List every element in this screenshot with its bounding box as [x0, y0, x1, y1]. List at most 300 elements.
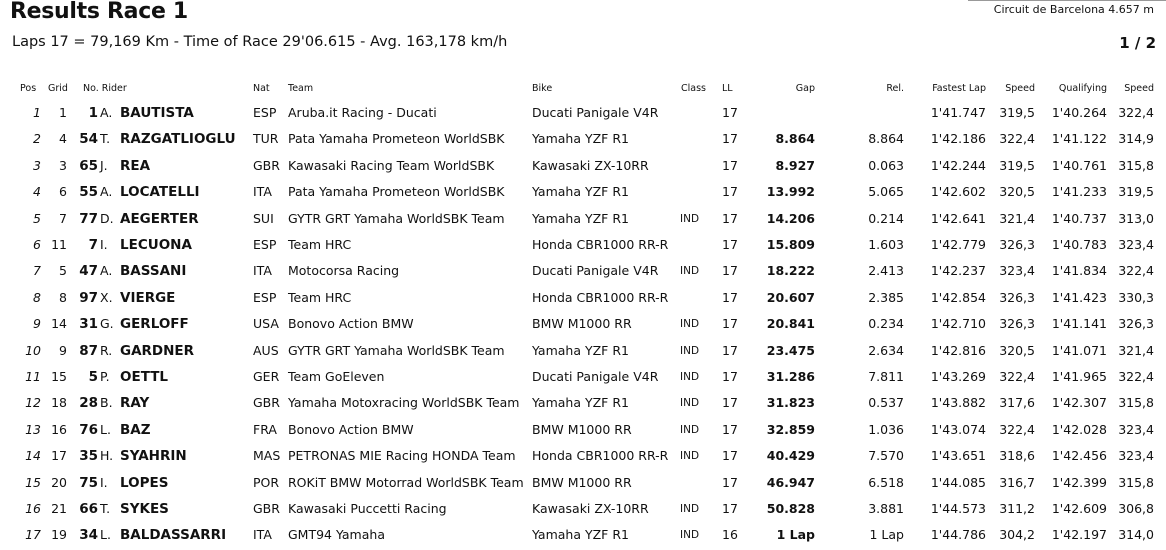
row-initial: T.: [100, 501, 111, 516]
row-team: PETRONAS MIE Racing HONDA Team: [288, 448, 516, 464]
table-row: [0, 522, 1166, 548]
row-laps: 17: [722, 157, 738, 173]
row-pos: 13: [25, 421, 41, 437]
row-bike: Yamaha YZF R1: [532, 184, 629, 200]
row-rider-name: GERLOFF: [120, 316, 189, 333]
row-initial: T.: [100, 131, 111, 147]
row-laps: 17: [722, 105, 738, 120]
row-fastest-lap: 1'43.882: [930, 395, 986, 411]
row-speed: 320,5: [999, 184, 1035, 200]
row-qual-speed: 315,8: [1118, 157, 1154, 173]
row-nat: AUS: [253, 342, 279, 358]
row-number: 55: [79, 184, 98, 201]
row-number: 77: [79, 210, 98, 227]
row-grid: 15: [51, 369, 67, 384]
row-pos: 2: [33, 131, 41, 147]
row-number: 1: [88, 105, 98, 121]
col-pos: Pos: [20, 83, 37, 94]
row-nat: USA: [253, 316, 279, 332]
row-fastest-lap: 1'44.573: [930, 501, 986, 516]
row-speed: 319,5: [999, 157, 1035, 173]
row-class: IND: [680, 450, 700, 463]
row-qualifying: 1'41.965: [1051, 369, 1107, 384]
row-nat: ITA: [253, 527, 272, 543]
col-qualifying: Qualifying: [1058, 83, 1107, 94]
row-rider-name: REA: [120, 157, 151, 174]
row-gap: 15.809: [766, 237, 815, 252]
row-grid: 8: [59, 289, 67, 305]
row-nat: GBR: [253, 157, 280, 173]
row-bike: Honda CBR1000 RR-R: [532, 289, 669, 305]
row-speed: 320,5: [999, 342, 1035, 358]
row-initial: L.: [100, 421, 111, 437]
row-pos: 9: [33, 316, 41, 332]
row-speed: 322,4: [999, 421, 1035, 437]
row-qualifying: 1'41.141: [1051, 316, 1107, 332]
row-bike: BMW M1000 RR: [532, 421, 632, 437]
row-nat: GER: [253, 369, 280, 384]
row-grid: 3: [59, 157, 67, 173]
circuit-name: Circuit de Barcelona 4.657 m: [993, 3, 1154, 16]
row-rider-name: BAZ: [120, 421, 151, 438]
row-nat: ITA: [253, 184, 272, 200]
row-gap: 14.206: [766, 210, 815, 226]
row-speed: 322,4: [999, 131, 1035, 147]
row-initial: X.: [100, 289, 113, 305]
row-rel: 6.518: [868, 474, 904, 490]
row-fastest-lap: 1'43.074: [930, 421, 986, 437]
row-speed: 316,7: [999, 474, 1035, 490]
row-pos: 3: [33, 157, 41, 173]
row-gap: 46.947: [766, 474, 815, 490]
row-rider-name: VIERGE: [120, 289, 176, 306]
row-grid: 5: [59, 263, 67, 279]
row-rel: 7.570: [868, 448, 904, 464]
row-bike: Yamaha YZF R1: [532, 210, 629, 226]
row-qual-speed: 323,4: [1118, 448, 1154, 464]
row-bike: Kawasaki ZX-10RR: [532, 157, 649, 173]
row-bike: Kawasaki ZX-10RR: [532, 501, 649, 516]
row-fastest-lap: 1'43.269: [930, 369, 986, 384]
row-gap: 8.864: [775, 131, 815, 147]
row-laps: 17: [722, 474, 738, 490]
row-bike: Yamaha YZF R1: [532, 527, 629, 543]
row-nat: GBR: [253, 501, 280, 516]
col-fastest-lap: Fastest Lap: [932, 83, 986, 94]
row-speed: 326,3: [999, 289, 1035, 305]
row-gap: 31.823: [766, 395, 815, 411]
table-row: [0, 179, 1166, 205]
row-grid: 17: [51, 448, 67, 464]
row-rel: 0.214: [868, 210, 904, 226]
row-team: Yamaha Motoxracing WorldSBK Team: [288, 395, 520, 411]
row-qual-speed: 323,4: [1118, 237, 1154, 252]
row-team: Kawasaki Puccetti Racing: [288, 501, 447, 516]
row-rel: 0.234: [868, 316, 904, 332]
row-nat: GBR: [253, 395, 280, 411]
row-rider-name: LECUONA: [120, 237, 192, 253]
row-qualifying: 1'42.197: [1051, 527, 1107, 543]
row-laps: 17: [722, 395, 738, 411]
col-gap: Gap: [795, 83, 815, 94]
row-fastest-lap: 1'42.779: [930, 237, 986, 252]
col-rider: No. Rider: [83, 83, 127, 94]
row-fastest-lap: 1'42.854: [930, 289, 986, 305]
table-row: [0, 126, 1166, 152]
col-class: Class: [681, 83, 706, 94]
row-initial: P.: [100, 369, 110, 384]
row-rider-name: BASSANI: [120, 263, 187, 280]
col-team: Team: [288, 83, 314, 94]
row-qualifying: 1'40.783: [1051, 237, 1107, 252]
table-row: [0, 496, 1166, 522]
row-qual-speed: 313,0: [1118, 210, 1154, 226]
row-qualifying: 1'41.834: [1051, 263, 1107, 279]
row-gap: 31.286: [766, 369, 815, 384]
row-qualifying: 1'41.423: [1051, 289, 1107, 305]
row-initial: G.: [100, 316, 114, 332]
row-initial: L.: [100, 527, 111, 543]
row-pos: 15: [25, 474, 41, 490]
row-rider-name: OETTL: [120, 369, 169, 385]
row-gap: 50.828: [766, 501, 815, 516]
row-initial: I.: [100, 474, 108, 490]
row-rider-name: SYAHRIN: [120, 448, 187, 465]
col-speed: Speed: [1005, 83, 1035, 94]
row-rel: 8.864: [868, 131, 904, 147]
row-rider-name: AEGERTER: [120, 210, 199, 227]
row-qual-speed: 315,8: [1118, 474, 1154, 490]
table-row: [0, 232, 1166, 258]
row-grid: 1: [59, 105, 67, 120]
row-fastest-lap: 1'42.710: [930, 316, 986, 332]
row-qual-speed: 322,4: [1118, 369, 1154, 384]
row-bike: Honda CBR1000 RR-R: [532, 448, 669, 464]
row-class: IND: [680, 423, 700, 436]
row-gap: 8.927: [775, 157, 815, 173]
row-laps: 17: [722, 369, 738, 384]
row-laps: 16: [722, 527, 738, 543]
row-qualifying: 1'42.028: [1051, 421, 1107, 437]
row-number: 97: [79, 289, 98, 306]
row-gap: 23.475: [766, 342, 815, 358]
row-speed: 326,3: [999, 237, 1035, 252]
row-number: 65: [79, 157, 98, 174]
row-laps: 17: [722, 316, 738, 332]
row-fastest-lap: 1'41.747: [930, 105, 986, 120]
row-fastest-lap: 1'43.651: [930, 448, 986, 464]
row-qualifying: 1'41.122: [1051, 131, 1107, 147]
row-bike: Honda CBR1000 RR-R: [532, 237, 669, 252]
row-team: Team HRC: [288, 289, 352, 305]
row-pos: 4: [33, 184, 41, 200]
table-row: [0, 364, 1166, 390]
row-team: GYTR GRT Yamaha WorldSBK Team: [288, 342, 505, 358]
row-nat: ITA: [253, 263, 272, 279]
row-speed: 322,4: [999, 369, 1035, 384]
row-class: IND: [680, 529, 700, 542]
row-laps: 17: [722, 131, 738, 147]
row-gap: 40.429: [766, 448, 815, 464]
row-rel: 7.811: [868, 369, 904, 384]
row-rider-name: BAUTISTA: [120, 105, 194, 121]
row-grid: 21: [51, 501, 67, 516]
row-gap: 1 Lap: [776, 527, 815, 543]
row-speed: 319,5: [999, 105, 1035, 120]
row-number: 35: [79, 448, 98, 465]
row-class: IND: [680, 212, 700, 225]
row-rider-name: SYKES: [120, 501, 169, 517]
row-qualifying: 1'42.456: [1051, 448, 1107, 464]
row-grid: 6: [59, 184, 67, 200]
row-class: IND: [680, 397, 700, 410]
row-pos: 6: [33, 237, 41, 252]
row-rel: 1.603: [868, 237, 904, 252]
row-team: Pata Yamaha Prometeon WorldSBK: [288, 131, 505, 147]
row-team: Aruba.it Racing - Ducati: [288, 105, 437, 120]
table-row: [0, 417, 1166, 443]
row-pos: 17: [25, 527, 41, 543]
row-grid: 20: [51, 474, 67, 490]
table-row: [0, 100, 1166, 126]
row-rel: 5.065: [868, 184, 904, 200]
row-bike: Ducati Panigale V4R: [532, 263, 659, 279]
row-grid: 18: [51, 395, 67, 411]
row-bike: Ducati Panigale V4R: [532, 105, 659, 120]
row-initial: B.: [100, 395, 113, 411]
row-initial: H.: [100, 448, 114, 464]
row-bike: Ducati Panigale V4R: [532, 369, 659, 384]
row-team: Motocorsa Racing: [288, 263, 400, 279]
row-rel: 2.385: [868, 289, 904, 305]
row-class: IND: [680, 344, 700, 357]
row-pos: 16: [25, 501, 41, 516]
table-row: [0, 206, 1166, 232]
row-number: 66: [79, 501, 98, 517]
row-grid: 7: [59, 210, 67, 226]
row-pos: 11: [25, 369, 41, 384]
row-rider-name: RAY: [120, 395, 150, 412]
page-title: Results Race 1: [10, 0, 188, 24]
row-qual-speed: 314,0: [1118, 527, 1154, 543]
row-team: GMT94 Yamaha: [288, 527, 385, 543]
row-rel: 0.063: [868, 157, 904, 173]
row-initial: A.: [100, 184, 113, 200]
table-row: [0, 285, 1166, 311]
row-number: 31: [79, 316, 98, 333]
row-fastest-lap: 1'42.602: [930, 184, 986, 200]
row-rel: 2.413: [868, 263, 904, 279]
row-initial: A.: [100, 105, 113, 120]
row-laps: 17: [722, 184, 738, 200]
row-team: Bonovo Action BMW: [288, 421, 414, 437]
row-gap: 20.841: [766, 316, 815, 332]
row-team: Team HRC: [288, 237, 352, 252]
row-qual-speed: 330,3: [1118, 289, 1154, 305]
row-bike: BMW M1000 RR: [532, 474, 632, 490]
row-rider-name: RAZGATLIOGLU: [120, 131, 236, 148]
row-grid: 11: [51, 237, 67, 252]
row-laps: 17: [722, 342, 738, 358]
row-qualifying: 1'42.399: [1051, 474, 1107, 490]
row-team: Kawasaki Racing Team WorldSBK: [288, 157, 495, 173]
row-team: GYTR GRT Yamaha WorldSBK Team: [288, 210, 505, 226]
row-qualifying: 1'41.233: [1051, 184, 1107, 200]
table-row: [0, 390, 1166, 416]
row-bike: Yamaha YZF R1: [532, 395, 629, 411]
row-nat: ESP: [253, 105, 277, 120]
row-speed: 323,4: [999, 263, 1035, 279]
row-pos: 1: [33, 105, 41, 120]
row-number: 7: [88, 237, 98, 253]
table-row: [0, 311, 1166, 337]
row-qual-speed: 306,8: [1118, 501, 1154, 516]
row-nat: ESP: [253, 289, 277, 305]
row-laps: 17: [722, 237, 738, 252]
row-speed: 326,3: [999, 316, 1035, 332]
row-fastest-lap: 1'42.237: [930, 263, 986, 279]
row-rel: 2.634: [868, 342, 904, 358]
table-header: [0, 83, 1166, 95]
row-rel: 0.537: [868, 395, 904, 411]
row-team: Bonovo Action BMW: [288, 316, 414, 332]
row-grid: 16: [51, 421, 67, 437]
table-row: [0, 443, 1166, 469]
row-grid: 19: [51, 527, 67, 543]
row-fastest-lap: 1'42.641: [930, 210, 986, 226]
row-nat: MAS: [253, 448, 281, 464]
row-nat: FRA: [253, 421, 277, 437]
row-number: 54: [79, 131, 98, 148]
row-class: IND: [680, 371, 700, 383]
row-gap: 32.859: [766, 421, 815, 437]
top-rule: [968, 0, 1166, 1]
row-qualifying: 1'40.264: [1051, 105, 1107, 120]
row-nat: TUR: [253, 131, 279, 147]
col-ll: LL: [722, 83, 733, 94]
row-qualifying: 1'42.609: [1051, 501, 1107, 516]
table-row: [0, 258, 1166, 284]
row-initial: I.: [100, 237, 108, 252]
row-nat: SUI: [253, 210, 274, 226]
row-speed: 321,4: [999, 210, 1035, 226]
row-number: 76: [79, 421, 98, 438]
col-bike: Bike: [532, 83, 553, 94]
row-initial: D.: [100, 210, 114, 226]
race-summary: Laps 17 = 79,169 Km - Time of Race 29'06.615 - Avg. 163,178 km/h: [12, 34, 508, 50]
col-rel: Rel.: [886, 83, 904, 94]
row-rider-name: BALDASSARRI: [120, 527, 227, 544]
row-number: 28: [79, 395, 98, 412]
col-qual-speed: Speed: [1124, 83, 1154, 94]
row-qual-speed: 319,5: [1118, 184, 1154, 200]
row-bike: Yamaha YZF R1: [532, 131, 629, 147]
row-fastest-lap: 1'44.085: [930, 474, 986, 490]
table-row: [0, 153, 1166, 179]
row-class: IND: [680, 503, 700, 515]
row-laps: 17: [722, 210, 738, 226]
row-number: 47: [79, 263, 98, 280]
row-pos: 10: [25, 342, 41, 358]
row-qual-speed: 323,4: [1118, 421, 1154, 437]
row-rel: 1.036: [868, 421, 904, 437]
row-laps: 17: [722, 501, 738, 516]
row-qual-speed: 322,4: [1118, 263, 1154, 279]
row-pos: 8: [33, 289, 41, 305]
row-fastest-lap: 1'42.816: [930, 342, 986, 358]
row-rider-name: GARDNER: [120, 342, 195, 359]
row-initial: A.: [100, 263, 113, 279]
row-pos: 7: [33, 263, 41, 279]
row-gap: 20.607: [766, 289, 815, 305]
row-bike: Yamaha YZF R1: [532, 342, 629, 358]
row-rel: 3.881: [868, 501, 904, 516]
row-number: 75: [79, 474, 98, 491]
row-rider-name: LOPES: [120, 474, 169, 491]
row-laps: 17: [722, 289, 738, 305]
row-team: Team GoEleven: [288, 369, 385, 384]
table-row: [0, 338, 1166, 364]
row-initial: R.: [100, 342, 113, 358]
col-grid: Grid: [48, 83, 68, 94]
row-nat: POR: [253, 474, 280, 490]
row-pos: 5: [33, 210, 41, 226]
row-laps: 17: [722, 263, 738, 279]
row-fastest-lap: 1'44.786: [930, 527, 986, 543]
row-qualifying: 1'40.761: [1051, 157, 1107, 173]
row-qual-speed: 322,4: [1118, 105, 1154, 120]
row-grid: 4: [59, 131, 67, 147]
row-rider-name: LOCATELLI: [120, 184, 200, 201]
row-pos: 14: [25, 448, 41, 464]
row-team: Pata Yamaha Prometeon WorldSBK: [288, 184, 505, 200]
row-grid: 9: [59, 342, 67, 358]
row-speed: 304,2: [999, 527, 1035, 543]
row-fastest-lap: 1'42.186: [930, 131, 986, 147]
row-qualifying: 1'42.307: [1051, 395, 1107, 411]
row-initial: J.: [100, 157, 108, 173]
row-qual-speed: 315,8: [1118, 395, 1154, 411]
row-qual-speed: 326,3: [1118, 316, 1154, 332]
row-qual-speed: 321,4: [1118, 342, 1154, 358]
row-number: 34: [79, 527, 98, 544]
row-qualifying: 1'40.737: [1051, 210, 1107, 226]
row-bike: BMW M1000 RR: [532, 316, 632, 332]
row-qual-speed: 314,9: [1118, 131, 1154, 147]
row-grid: 14: [51, 316, 67, 332]
table-row: [0, 470, 1166, 496]
row-gap: 13.992: [766, 184, 815, 200]
row-pos: 12: [25, 395, 41, 411]
row-qualifying: 1'41.071: [1051, 342, 1107, 358]
row-number: 5: [88, 369, 98, 385]
row-nat: ESP: [253, 237, 277, 252]
row-class: IND: [680, 318, 700, 331]
row-speed: 311,2: [999, 501, 1035, 516]
row-number: 87: [79, 342, 98, 359]
row-laps: 17: [722, 448, 738, 464]
row-fastest-lap: 1'42.244: [930, 157, 986, 173]
row-laps: 17: [722, 421, 738, 437]
page-number: 1 / 2: [1119, 34, 1156, 52]
row-class: IND: [680, 265, 700, 278]
col-nat: Nat: [253, 83, 270, 94]
row-speed: 317,6: [999, 395, 1035, 411]
row-gap: 18.222: [766, 263, 815, 279]
row-team: ROKiT BMW Motorrad WorldSBK Team: [288, 474, 524, 490]
row-speed: 318,6: [999, 448, 1035, 464]
row-rel: 1 Lap: [869, 527, 904, 543]
